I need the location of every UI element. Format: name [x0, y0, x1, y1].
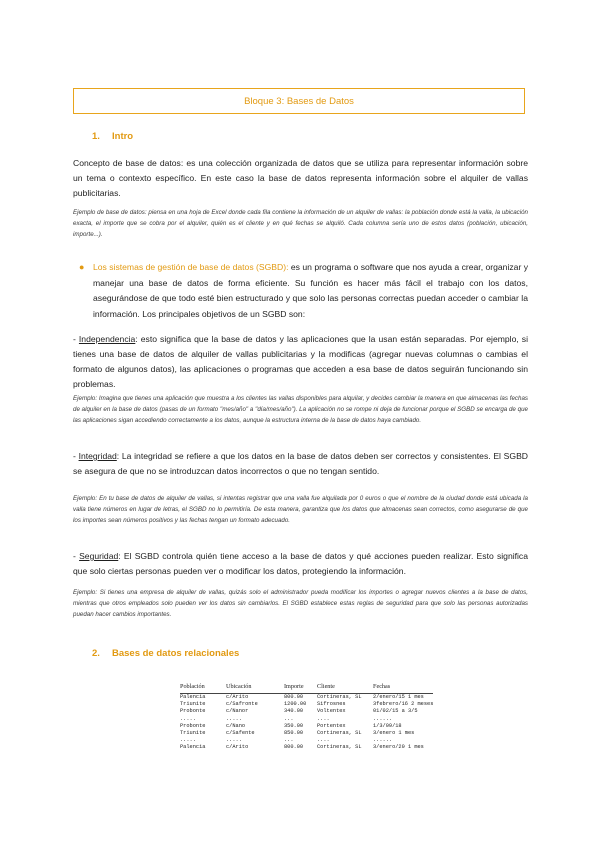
table-cell: 3/enero/20 1 mes — [373, 744, 424, 751]
table-cell: Triunite — [180, 701, 206, 708]
section-number: 1. — [92, 131, 100, 142]
table-cell: 340.00 — [284, 708, 304, 715]
dash: - — [73, 451, 79, 461]
table-cell: 800.00 — [284, 744, 304, 751]
document-title-box — [73, 88, 525, 114]
table-cell: c/Arito — [226, 694, 249, 700]
seguridad-example: Ejemplo: Si tienes una empresa de alquiler de vallas, quizás solo el administrador pueda modificar los importes o agregar nuevos clientes a la base de datos, mientras que otros empleados solo pueden ver los datos sin cambiarlos. El SGBD establece estas reglas de seguridad para que solo las personas autorizadas puedan hacer cambios importantes. — [73, 589, 528, 618]
section-title: Bases de datos relacionales — [112, 648, 240, 659]
section-title: Intro — [112, 131, 134, 142]
integridad-example: Ejemplo: En tu base de datos de alquiler de vallas, si intentas registrar que una valla fue alquilada por 0 euros o que el nombre de la ciudad donde está ubicada la valla tiene números en lugar de letras, el SGBD no lo permitiría. De esta manera, garantiza que los datos que almacenas sean correctos, como asegurarse de que los importes sean números positivos y las fechas tengan un formato adecuado. — [73, 495, 528, 524]
table-cell: 3/enero 1 mes — [373, 730, 415, 737]
table-cell: 1200.00 — [284, 701, 307, 708]
dash: - — [73, 551, 80, 561]
table-cell: .... — [317, 737, 330, 744]
table-row — [180, 694, 433, 702]
table-cell: Portentex — [317, 722, 346, 729]
table-header: Ubicación — [226, 683, 284, 694]
table-cell: ... — [284, 737, 294, 744]
table-cell: 3febrero/16 2 meses — [373, 701, 434, 708]
integridad-text: : La integridad se refiere a que los datos en la base de datos deben ser correctos y consistentes. El SGBD se asegura de que no se introduzcan datos incorrectos o que no tengan sentido. — [73, 451, 529, 476]
dash: - — [73, 334, 79, 344]
table-cell: 2/enero/15 1 mes — [373, 694, 424, 700]
section-heading-intro — [92, 131, 133, 142]
independencia-example: Ejemplo: Imagina que tienes una aplicación que muestra a los clientes las vallas disponibles para alquilar, y decides cambiar la manera en que almacenas las fechas de alquiler en la base de datos (pasas de un formato "mes/año" a "día/mes/año"). La aplicación no se rompe ni deja de funcionar porque el SGBD se encarga de que las aplicaciones sigan accediendo correctamente a los datos, aunque la estructura interna de la base de datos haya cambiado. — [73, 395, 528, 424]
table-header: Cliente — [317, 683, 373, 694]
table-row — [180, 701, 433, 708]
table-cell: Triunite — [180, 730, 206, 737]
table-row — [180, 708, 433, 715]
table-cell: 01/02/15 a 3/5 — [373, 708, 418, 715]
table-cell: 350.00 — [284, 722, 304, 729]
table-cell: Voltentex — [317, 708, 346, 715]
intro-example: Ejemplo de base de datos: piensa en una hoja de Excel donde cada fila contiene la información de un alquiler de vallas: la población donde está la valla, la ubicación exacta, el importe que se cobra por el alquiler, quién es el cliente y en qué fechas se alquiló. Cada columna sería uno de estos datos (población, ubicación, importe...). — [73, 209, 528, 238]
table-cell: ..... — [226, 715, 242, 722]
table-cell: ..... — [226, 737, 242, 744]
independencia-text: : esto significa que la base de datos y las aplicaciones que la usan están separadas. Por ejemplo, si tienes una base de datos de alquiler de vallas publicitarias y la modificas (agregar nuevas columnas o cambias el formato de algunos datos), las aplicaciones o programas que acceden a esa base de datos seguirán funcionando sin problemas. — [73, 334, 529, 389]
sgbd-term: Los sistemas de gestión de base de datos (SGBD): — [93, 262, 289, 272]
table-row — [180, 716, 433, 723]
independencia-term: Independencia — [78, 334, 136, 344]
table-cell: c/Nanor — [226, 708, 249, 715]
table-cell: .... — [317, 715, 330, 722]
sgbd-bullet — [79, 260, 529, 322]
table-cell: 850.00 — [284, 730, 304, 737]
table-header: Fechas — [373, 683, 433, 694]
table-cell: ..... — [180, 715, 196, 722]
section-heading-relacionales — [92, 648, 239, 659]
document-title: Bloque 3: Bases de Datos — [244, 95, 354, 107]
table-cell: ... — [284, 715, 294, 722]
table-cell: c/Arito — [226, 744, 249, 751]
table-row — [180, 730, 433, 737]
seguridad-paragraph — [73, 549, 528, 579]
section-number: 2. — [92, 648, 100, 659]
independencia-paragraph — [73, 332, 528, 392]
integridad-paragraph — [73, 449, 528, 479]
table-row — [180, 737, 433, 744]
table-row — [180, 723, 433, 730]
table-cell: Palencia — [180, 694, 206, 700]
bullet-dot-icon: ● — [79, 262, 85, 272]
table-cell: c/Nano — [226, 722, 246, 729]
table-cell: ...... — [373, 715, 393, 722]
sgbd-text: es un programa o software que nos ayuda a crear, organizar y manejar una base de datos de forma eficiente. Su función es hacer más fácil el trabajo con los datos, asegurándose de que todo esté bien estructurado y que solo las personas correctas puedan acceder o cambiar la información. Los principales objetivos de un SGBD son: — [93, 262, 529, 319]
intro-paragraph: Concepto de base de datos: es una colección organizada de datos que se utiliza para representar información sobre un tema o contexto específico. En este caso la base de datos representa información sobre el alquiler de vallas publicitarias. — [73, 158, 528, 198]
table-row — [180, 744, 433, 751]
table-cell: 800.00 — [284, 694, 304, 700]
table-header: Importe — [284, 683, 317, 694]
seguridad-text: : El SGBD controla quién tiene acceso a la base de datos y qué acciones pueden realizar. Esto significa que solo ciertas personas pueden ver o modificar los datos, protegiendo la información. — [73, 551, 529, 576]
table-cell: Cortineras, SL — [317, 744, 362, 751]
table-cell: Probonte — [180, 722, 206, 729]
seguridad-term: Seguridad — [79, 551, 119, 561]
relational-table-image — [180, 683, 433, 752]
table-cell: 1/3/09/18 — [373, 722, 402, 729]
table-cell: Cortineras, SL — [317, 694, 362, 700]
table-cell: Palencia — [180, 744, 206, 751]
table-cell: c/Safente — [226, 730, 255, 737]
table-cell: ..... — [180, 737, 196, 744]
table-cell: ...... — [373, 737, 393, 744]
table-header: Población — [180, 683, 226, 694]
table-cell: c/Safronte — [226, 701, 258, 708]
table-cell: Probonte — [180, 708, 206, 715]
table-cell: Cortineras, SL — [317, 730, 362, 737]
integridad-term: Integridad — [78, 451, 117, 461]
table-cell: Sifrosnes — [317, 701, 346, 708]
table-body — [180, 694, 433, 752]
table-header-row — [180, 683, 433, 694]
